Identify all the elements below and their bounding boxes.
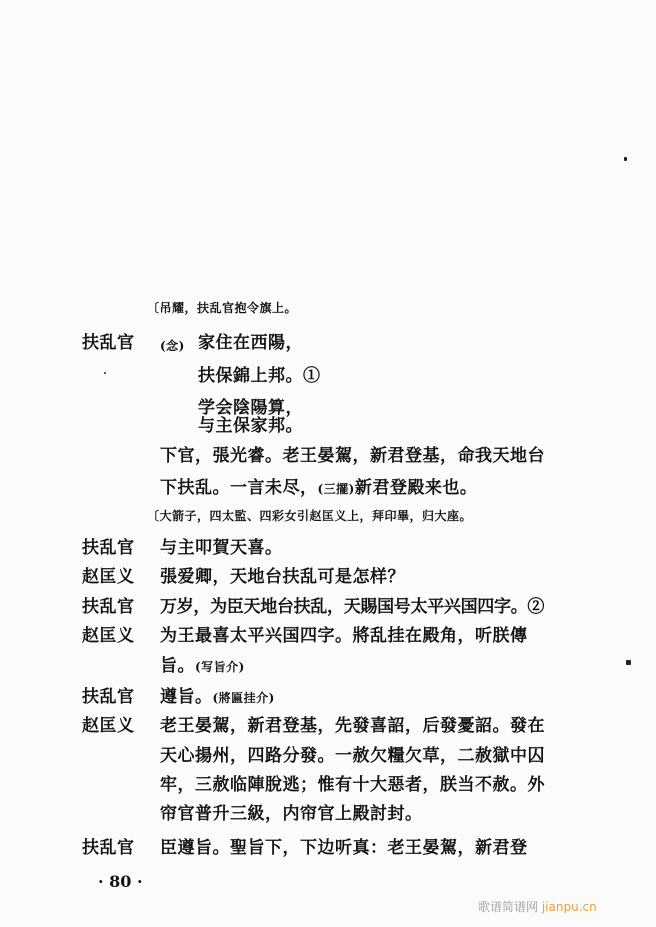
speech-line: 天心揚州，四路分發。一赦欠糧欠草，二赦獄中囚 (160, 746, 545, 766)
performance-note: (念) (160, 339, 185, 353)
speech-line: 与主叩賀天喜。 (160, 538, 283, 558)
watermark-cn: 歌谱简谱网 (478, 900, 539, 914)
speaker: 扶乱官 (82, 838, 135, 858)
speech-text: 遵旨。 (160, 687, 213, 707)
speaker: 扶乱官 (82, 597, 135, 617)
performance-note: (將匾挂介) (212, 691, 275, 705)
speech-line: 帘官普升三級，内帘官上殿討封。 (160, 804, 423, 824)
stage-direction: 〔大箭子，四太監、四彩女引赵匡义上，拜印畢，归大座。 (147, 509, 473, 523)
speaker: 扶乱官 (82, 333, 135, 353)
speech-line: 为王最喜太平兴国四字。將乱挂在殿角，听朕傳 (160, 626, 528, 646)
verse-line: 学会陰陽算， (198, 398, 303, 418)
speaker: 赵匡义 (82, 626, 135, 646)
speech-line: 下官，張光睿。老王晏駕，新君登基，命我天地台 (160, 446, 545, 466)
verse-line: 与主保家邦。 (198, 416, 303, 436)
scan-speck (626, 660, 631, 665)
speech-line (160, 687, 275, 708)
speaker: 赵匡义 (82, 716, 135, 736)
speaker: 扶乱官 (82, 687, 135, 707)
speech-line: 万岁，为臣天地台扶乱，天賜国号太平兴国四字。② (160, 597, 545, 617)
speech-line (160, 656, 245, 677)
speaker: 赵匡义 (82, 567, 135, 587)
stage-direction: 〔吊耀，扶乱官抱令旗上。 (147, 301, 298, 315)
speech-line: 張爱卿，天地台扶乱可是怎样？ (160, 567, 405, 587)
speech-text: 下扶乱。一言未尽， (160, 478, 318, 498)
speech-line: 老王晏駕，新君登基，先發喜詔，后發憂詔。發在 (160, 716, 545, 736)
page-number: · 80 · (98, 872, 143, 891)
speech-line (160, 478, 477, 499)
speech-line: 牢，三赦临陣脫逃；惟有十大惡者，朕当不赦。外 (160, 775, 545, 795)
scan-speck (624, 157, 627, 161)
verse-line: 扶保錦上邦。① (198, 366, 321, 386)
performance-note: (三擺) (317, 482, 355, 496)
watermark (478, 898, 597, 915)
speech-text: 旨。 (160, 656, 195, 676)
scan-speck (104, 372, 106, 374)
speaker: 扶乱官 (82, 538, 135, 558)
performance-note: (写旨介) (195, 660, 245, 674)
verse-line: 家住在西陽， (198, 333, 303, 353)
speech-text: 新君登殿来也。 (354, 478, 478, 498)
watermark-url: jianpu.cn (541, 900, 597, 914)
speech-line: 臣遵旨。聖旨下，下边听真：老王晏駕，新君登 (160, 838, 528, 858)
